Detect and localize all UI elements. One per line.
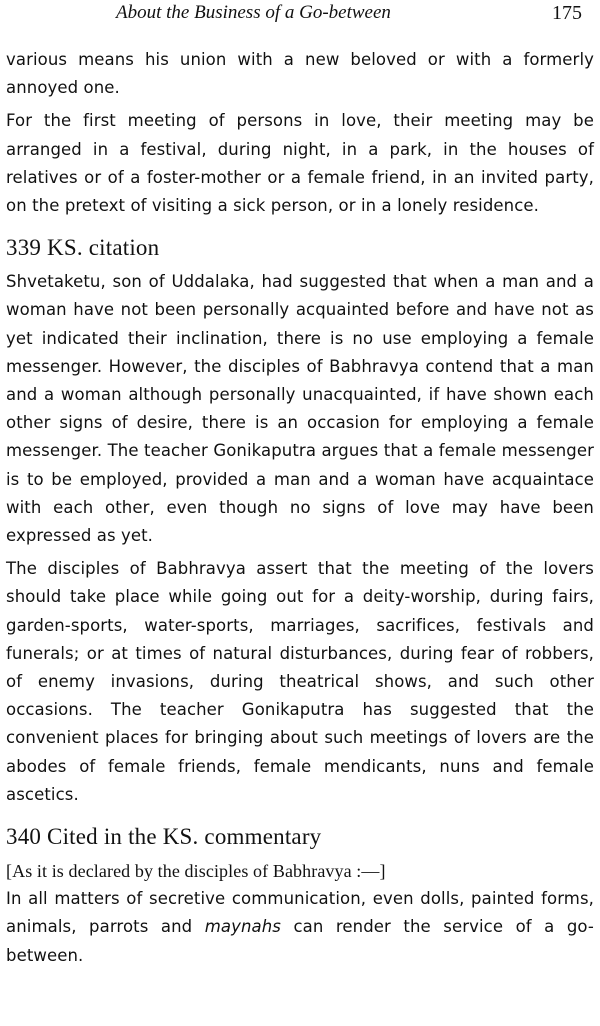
- first-meeting-paragraph: For the first meeting of persons in love, their meeting may be arranged in a festival, during night, in a park, in the houses of relatives or of a foster-mother or a female friend, in an invited party, on the pretext of visiting a sick person, or in a lonely residence.: [6, 111, 594, 216]
- running-title: About the Business of a Go-between: [116, 2, 391, 23]
- section-340-text-start: In all matters of secretive communication, even dolls, painted forms, animals, parrots and: [6, 889, 594, 937]
- section-339-heading: 339 KS. citation: [6, 235, 160, 261]
- section-339-paragraph-2: The disciples of Babhravya assert that the meeting of the lovers should take place while going out for a deity-worship, during fairs, garden-sports, water-sports, marriages, sacrifices, festivals and funerals; or at times of natural disturbances, during fear of robbers, of enemy invasions, during theatrical shows, and such other occasions. The teacher Gonikaputra has suggested that the convenient places for bringing about such meetings of lovers are the abodes of female friends, female mendicants, nuns and female ascetics.: [6, 559, 594, 804]
- page-number: 175: [552, 2, 582, 24]
- section-340-paragraph: [6, 885, 594, 970]
- section-340-heading: 340 Cited in the KS. commentary: [6, 824, 322, 850]
- section-340-italic-term: maynahs: [204, 917, 281, 937]
- page-body: [6, 46, 594, 970]
- section-340-text-end: can render the service of a go-between.: [6, 917, 594, 965]
- continuation-paragraph: various means his union with a new beloved or with a formerly annoyed one.: [6, 50, 594, 98]
- section-340-attribution: [As it is declared by the disciples of Babhravya :—]: [6, 861, 386, 882]
- running-header: [0, 2, 600, 26]
- section-339-paragraph-1: Shvetaketu, son of Uddalaka, had suggested that when a man and a woman have not been personally acquainted before and have not as yet indicated their inclination, there is no use employing a female messenger. However, the disciples of Babhravya contend that a man and a woman although personally unacquainted, if have shown each other signs of desire, there is an occasion for employing a female messenger. The teacher Gonikaputra argues that a female messenger is to be employed, provided a man and a woman have acquaintace with each other, even though no signs of love may have been expressed as yet.: [6, 272, 594, 546]
